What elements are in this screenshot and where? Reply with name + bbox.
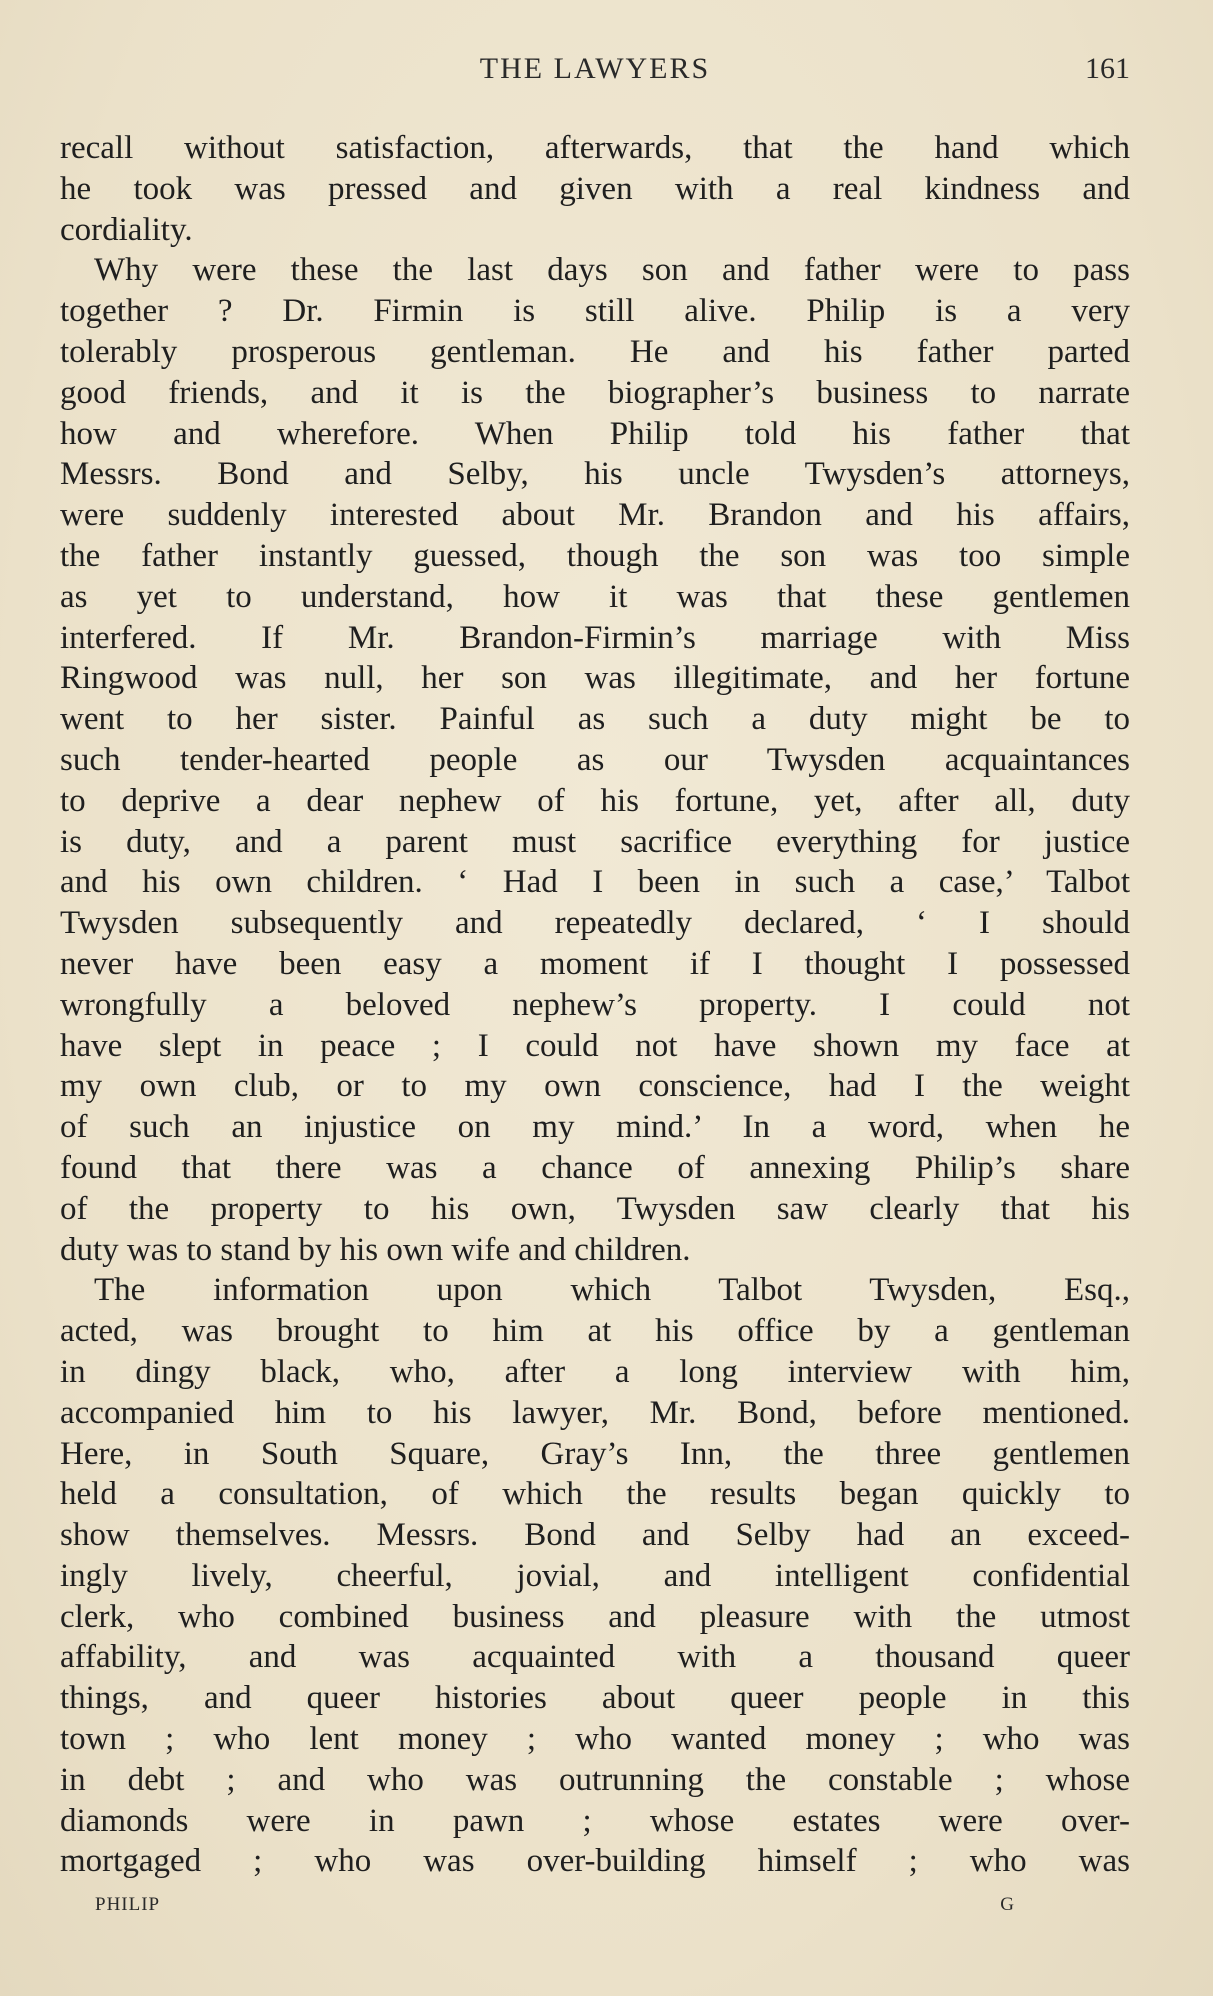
text-line: Messrs. Bond and Selby, his uncle Twysden’s attorneys, <box>60 456 1130 493</box>
text-line: of such an injustice on my mind.’ In a word, when he <box>60 1109 1130 1146</box>
text-line: held a consultation, of which the results began quickly to <box>60 1476 1130 1513</box>
text-line: in dingy black, who, after a long interview with him, <box>60 1353 1130 1390</box>
text-line: wrongfully a beloved nephew’s property. I could not <box>60 986 1130 1023</box>
text-line: diamonds were in pawn ; whose estates were over- <box>60 1802 1130 1839</box>
text-line: as yet to understand, how it was that these gentlemen <box>60 578 1130 615</box>
text-line: and his own children. ‘ Had I been in such a case,’ Talbot <box>60 864 1130 901</box>
text-line: mortgaged ; who was over-building himself ; who was <box>60 1843 1130 1880</box>
text-line: duty was to stand by his own wife and children. <box>60 1231 691 1268</box>
text-line: is duty, and a parent must sacrifice everything for justice <box>60 823 1130 860</box>
text-line: ingly lively, cheerful, jovial, and intelligent confidential <box>60 1557 1130 1594</box>
text-line: how and wherefore. When Philip told his father that <box>60 415 1130 452</box>
running-title: THE LAWYERS <box>479 52 711 85</box>
page-footer <box>95 1894 1015 1924</box>
text-line: good friends, and it is the biographer’s business to narrate <box>60 374 1130 411</box>
text-line: The information upon which Talbot Twysden, Esq., <box>94 1272 1130 1309</box>
page-header <box>60 52 1130 98</box>
text-line: my own club, or to my own conscience, had I the weight <box>60 1068 1130 1105</box>
body-text <box>60 128 1130 1882</box>
text-line: things, and queer histories about queer people in this <box>60 1680 1130 1717</box>
text-line: in debt ; and who was outrunning the constable ; whose <box>60 1761 1130 1798</box>
signature-mark: PHILIP <box>95 1894 161 1915</box>
text-line: cordiality. <box>60 211 193 248</box>
gathering-mark: G <box>1000 1894 1015 1915</box>
text-line: accompanied him to his lawyer, Mr. Bond, before mentioned. <box>60 1394 1130 1431</box>
text-line: were suddenly interested about Mr. Brandon and his affairs, <box>60 497 1130 534</box>
text-line: such tender-hearted people as our Twysden acquaintances <box>60 741 1130 778</box>
text-line: Twysden subsequently and repeatedly declared, ‘ I should <box>60 905 1130 942</box>
text-line: found that there was a chance of annexing Philip’s share <box>60 1149 1130 1186</box>
text-line: have slept in peace ; I could not have shown my face at <box>60 1027 1130 1064</box>
text-line: of the property to his own, Twysden saw clearly that his <box>60 1190 1130 1227</box>
text-line: tolerably prosperous gentleman. He and his father parted <box>60 333 1130 370</box>
text-line: together ? Dr. Firmin is still alive. Philip is a very <box>60 293 1130 330</box>
page-number: 161 <box>1085 52 1130 85</box>
text-line: town ; who lent money ; who wanted money ; who was <box>60 1721 1130 1758</box>
text-line: clerk, who combined business and pleasure with the utmost <box>60 1598 1130 1635</box>
text-line: the father instantly guessed, though the son was too simple <box>60 537 1130 574</box>
text-line: recall without satisfaction, afterwards, that the hand which <box>60 130 1130 166</box>
text-line: show themselves. Messrs. Bond and Selby had an exceed- <box>60 1517 1130 1554</box>
text-line: affability, and was acquainted with a thousand queer <box>60 1639 1130 1676</box>
text-line: acted, was brought to him at his office by a gentleman <box>60 1313 1130 1350</box>
text-line: Why were these the last days son and father were to pass <box>94 252 1130 289</box>
text-line: never have been easy a moment if I thought I possessed <box>60 945 1130 982</box>
text-line: Ringwood was null, her son was illegitimate, and her fortune <box>60 660 1130 697</box>
text-line: Here, in South Square, Gray’s Inn, the three gentlemen <box>60 1435 1130 1472</box>
text-line: he took was pressed and given with a real kindness and <box>60 170 1130 207</box>
text-line: interfered. If Mr. Brandon-Firmin’s marriage with Miss <box>60 619 1130 656</box>
text-line: went to her sister. Painful as such a duty might be to <box>60 701 1130 738</box>
text-line: to deprive a dear nephew of his fortune, yet, after all, duty <box>60 782 1130 819</box>
